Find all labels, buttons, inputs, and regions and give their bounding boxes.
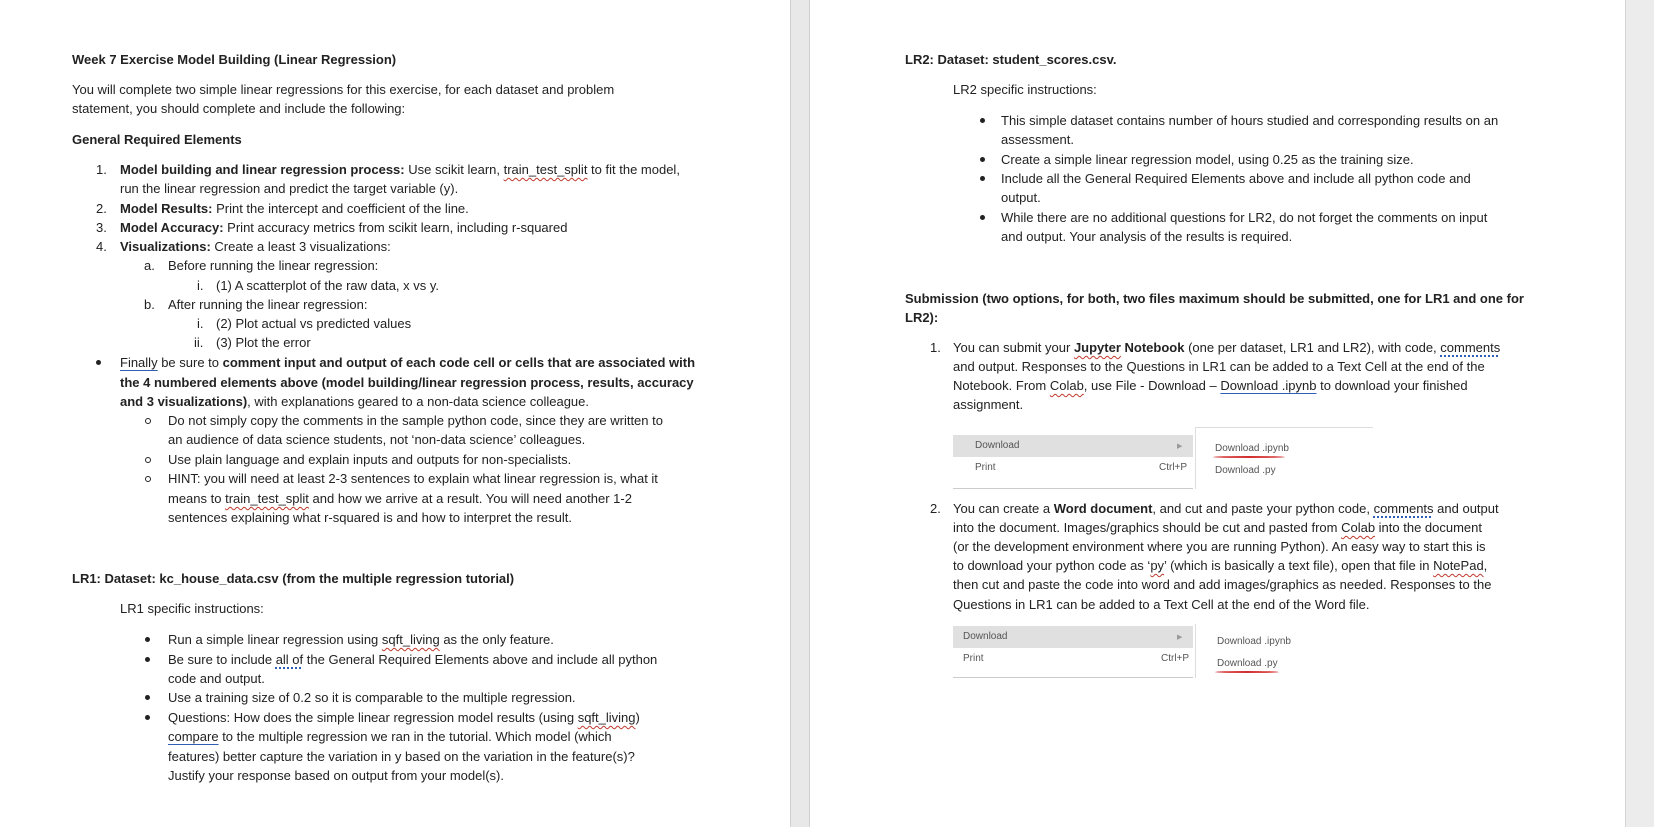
submenu-arrow-icon: ▶ bbox=[1177, 634, 1183, 641]
page-title: Week 7 Exercise Model Building (Linear Regression) bbox=[72, 52, 397, 67]
text: , use File - Download – bbox=[1083, 378, 1221, 393]
menu-download-py: Download .py bbox=[1217, 658, 1278, 669]
text: into the document. Images/graphics should be cut and pasted from bbox=[953, 520, 1342, 535]
option-1-line bbox=[953, 376, 1468, 395]
document-page-left bbox=[0, 0, 790, 827]
download-menu-image-2 bbox=[953, 624, 1333, 680]
item-text: Print the intercept and coefficient of the line. bbox=[212, 201, 469, 216]
bullet-icon bbox=[980, 215, 985, 220]
sub-sub-item: (1) A scatterplot of the raw data, x vs y. bbox=[216, 278, 440, 293]
lr2-bullet: Create a simple linear regression model, using 0.25 as the training size. bbox=[1001, 152, 1414, 167]
bullet-icon bbox=[145, 715, 150, 720]
code-term: train_test_split bbox=[225, 491, 309, 506]
text: You can create a bbox=[953, 501, 1054, 516]
code-term: sqft_living bbox=[577, 710, 636, 725]
circle-bullet-icon bbox=[145, 418, 151, 424]
red-underline-mark bbox=[1213, 456, 1285, 458]
circle-item-line: Use plain language and explain inputs and outputs for non-specialists. bbox=[168, 452, 572, 467]
option-2-line bbox=[953, 499, 1499, 518]
sub-label: b. bbox=[144, 297, 155, 312]
lr1-heading: LR1: Dataset: kc_house_data.csv (from the multiple regression tutorial) bbox=[72, 571, 515, 586]
red-underline-mark bbox=[1215, 671, 1279, 673]
option-1-line: and output. Responses to the Questions in LR1 can be added to a Text Cell at the end of the bbox=[953, 359, 1485, 374]
option-number: 1. bbox=[930, 340, 941, 355]
list-item bbox=[120, 160, 680, 179]
option-1-line: assignment. bbox=[953, 397, 1024, 412]
sub-sub-item: (3) Plot the error bbox=[216, 335, 311, 350]
circle-item-line: Do not simply copy the comments in the sample python code, since they are written to bbox=[168, 413, 663, 428]
notepad-word: NotePad bbox=[1433, 558, 1484, 573]
lr1-bullet: Use a training size of 0.2 so it is comparable to the multiple regression. bbox=[168, 690, 576, 705]
lr1-bullet bbox=[168, 708, 640, 727]
lr2-heading: LR2: Dataset: student_scores.csv. bbox=[905, 52, 1117, 67]
item-number: 3. bbox=[96, 220, 107, 235]
option-2-line: (or the development environment where you are running Python). An easy way to start this is bbox=[953, 539, 1486, 554]
lr1-bullet-continued bbox=[168, 727, 612, 746]
text: Be sure to include bbox=[168, 652, 276, 667]
circle-item-line: HINT: you will need at least 2-3 sentences to explain what linear regression is, what it bbox=[168, 471, 658, 486]
text: into the document bbox=[1375, 520, 1483, 535]
menu-download-ipynb: Download .ipynb bbox=[1215, 443, 1289, 454]
finally-bold: and 3 visualizations) bbox=[120, 394, 248, 409]
text: and how we arrive at a result. You will need another 1-2 bbox=[308, 491, 632, 506]
colab-word: Colab bbox=[1341, 520, 1376, 535]
circle-item-line: an audience of data science students, not ‘non-data science’ colleagues. bbox=[168, 432, 586, 447]
submission-heading-continued: LR2): bbox=[905, 310, 939, 325]
lr2-bullet: While there are no additional questions for LR2, do not forget the comments on input bbox=[1001, 210, 1488, 225]
document-page-right bbox=[810, 0, 1625, 827]
item-number: 4. bbox=[96, 239, 107, 254]
text: means to bbox=[168, 491, 226, 506]
text: to the multiple regression we ran in the tutorial. Which model (which bbox=[218, 729, 612, 744]
text: to download your finished bbox=[1316, 378, 1468, 393]
lr2-bullet: Include all the General Required Elements above and include all python code and bbox=[1001, 171, 1471, 186]
intro-line-2: statement, you should complete and include the following: bbox=[72, 101, 406, 116]
text: Questions: How does the simple linear regression model results (using bbox=[168, 710, 578, 725]
text: the General Required Elements above and include all python bbox=[303, 652, 658, 667]
finally-line-2: the 4 numbered elements above (model building/linear regression process, results, accuracy bbox=[120, 375, 694, 390]
bullet-icon bbox=[145, 637, 150, 642]
menu-download-label: Download bbox=[975, 440, 1020, 451]
text: as the only feature. bbox=[439, 632, 554, 647]
menu-shortcut: Ctrl+P bbox=[1159, 462, 1188, 473]
item-number: 2. bbox=[96, 201, 107, 216]
sub-sub-item: (2) Plot actual vs predicted values bbox=[216, 316, 412, 331]
menu-download-label: Download bbox=[963, 631, 1008, 642]
option-1-line bbox=[953, 338, 1500, 357]
item-text: Print accuracy metrics from scikit learn, including r-squared bbox=[223, 220, 568, 235]
option-2-line: then cut and paste the code into word and add images/graphics as needed. Responses to the bbox=[953, 577, 1492, 592]
lr1-bullet-continued: code and output. bbox=[168, 671, 265, 686]
underlined-word: compare bbox=[168, 729, 219, 744]
option-number: 2. bbox=[930, 501, 941, 516]
lr2-bullet: This simple dataset contains number of hours studied and corresponding results on an bbox=[1001, 113, 1499, 128]
circle-bullet-icon bbox=[145, 457, 151, 463]
lr2-specific-label: LR2 specific instructions: bbox=[953, 82, 1097, 97]
text: Run a simple linear regression using bbox=[168, 632, 382, 647]
menu-print-label: Print bbox=[975, 462, 996, 473]
text: You can submit your bbox=[953, 340, 1074, 355]
bullet-icon bbox=[980, 118, 985, 123]
right-scroll-area bbox=[1625, 0, 1654, 827]
grammar-flag: all of bbox=[275, 652, 304, 667]
finally-bold: comment input and output of each code cell or cells that are associated with bbox=[222, 355, 696, 370]
grammar-flag: comments bbox=[1440, 340, 1501, 355]
lr1-bullet-continued: features) better capture the variation in y based on the variation in the feature(s)? bbox=[168, 749, 635, 764]
code-term: sqft_living bbox=[381, 632, 440, 647]
finally-line-3 bbox=[120, 392, 589, 411]
item-label: Model Accuracy: bbox=[120, 220, 224, 235]
submission-heading: Submission (two options, for both, two files maximum should be submitted, one for LR1 and one for bbox=[905, 291, 1524, 306]
bullet-icon bbox=[145, 657, 150, 662]
bullet-icon bbox=[980, 157, 985, 162]
finally-text: , with explanations geared to a non-data science colleague. bbox=[247, 394, 589, 409]
menu-print-label: Print bbox=[963, 653, 984, 664]
list-item bbox=[120, 199, 469, 218]
general-elements-heading: General Required Elements bbox=[72, 132, 242, 147]
lr1-specific-label: LR1 specific instructions: bbox=[120, 601, 264, 616]
lr1-bullet-continued: Justify your response based on output from your model(s). bbox=[168, 768, 504, 783]
item-text: Create a least 3 visualizations: bbox=[210, 239, 391, 254]
item-label: Visualizations: bbox=[120, 239, 211, 254]
bold-text: Word document bbox=[1053, 501, 1153, 516]
sub-sub-label: i. bbox=[197, 278, 204, 293]
sub-item: After running the linear regression: bbox=[168, 297, 368, 312]
text: to download your python code as ‘ bbox=[953, 558, 1151, 573]
bullet-icon bbox=[145, 695, 150, 700]
option-2-line: Questions in LR1 can be added to a Text Cell at the end of the Word file. bbox=[953, 597, 1370, 612]
lr1-bullet bbox=[168, 630, 554, 649]
intro-line-1: You will complete two simple linear regressions for this exercise, for each dataset and problem bbox=[72, 82, 615, 97]
page-gutter bbox=[790, 0, 810, 827]
item-text: Use scikit learn, bbox=[404, 162, 504, 177]
finally-word: Finally bbox=[120, 355, 158, 370]
list-item bbox=[120, 218, 567, 237]
download-ipynb-link: Download .ipynb bbox=[1220, 378, 1317, 393]
item-text: to fit the model, bbox=[587, 162, 680, 177]
circle-item-line: sentences explaining what r-squared is and how to interpret the result. bbox=[168, 510, 572, 525]
option-2-line bbox=[953, 556, 1487, 575]
text: and output bbox=[1433, 501, 1499, 516]
text: ’ (which is basically a text file), open that file in bbox=[1164, 558, 1434, 573]
sub-sub-label: ii. bbox=[194, 335, 204, 350]
lr1-bullet bbox=[168, 650, 657, 669]
lr2-bullet-continued: and output. Your analysis of the results is required. bbox=[1001, 229, 1293, 244]
menu-shortcut: Ctrl+P bbox=[1161, 653, 1190, 664]
list-item bbox=[120, 237, 391, 256]
lr2-bullet-continued: assessment. bbox=[1001, 132, 1074, 147]
sub-label: a. bbox=[144, 258, 155, 273]
grammar-flag: comments bbox=[1373, 501, 1434, 516]
colab-word: Colab bbox=[1049, 378, 1084, 393]
sub-item: Before running the linear regression: bbox=[168, 258, 379, 273]
item-label: Model building and linear regression process: bbox=[120, 162, 405, 177]
text: , bbox=[1483, 558, 1488, 573]
menu-download-ipynb: Download .ipynb bbox=[1217, 636, 1291, 647]
item-number: 1. bbox=[96, 162, 107, 177]
bold-text: Notebook bbox=[1120, 340, 1185, 355]
text: Notebook. From bbox=[953, 378, 1050, 393]
bullet-icon bbox=[980, 176, 985, 181]
sub-sub-label: i. bbox=[197, 316, 204, 331]
circle-item-line bbox=[168, 489, 632, 508]
menu-download-py: Download .py bbox=[1215, 465, 1276, 476]
text: (one per dataset, LR1 and LR2), with code, bbox=[1184, 340, 1441, 355]
bullet-icon bbox=[96, 360, 101, 365]
submenu-arrow-icon: ▶ bbox=[1177, 443, 1183, 450]
finally-text: be sure to bbox=[157, 355, 223, 370]
code-term: train_test_split bbox=[503, 162, 588, 177]
text: , and cut and paste your python code, bbox=[1152, 501, 1374, 516]
circle-bullet-icon bbox=[145, 476, 151, 482]
py-word: py bbox=[1150, 558, 1165, 573]
jupyter-word: Jupyter bbox=[1073, 340, 1121, 355]
finally-line-1 bbox=[120, 353, 695, 372]
lr2-bullet-continued: output. bbox=[1001, 190, 1041, 205]
download-menu-image-1 bbox=[953, 427, 1373, 489]
list-item-continued: run the linear regression and predict the target variable (y). bbox=[120, 181, 459, 196]
item-label: Model Results: bbox=[120, 201, 213, 216]
text: ) bbox=[635, 710, 640, 725]
option-2-line bbox=[953, 518, 1482, 537]
